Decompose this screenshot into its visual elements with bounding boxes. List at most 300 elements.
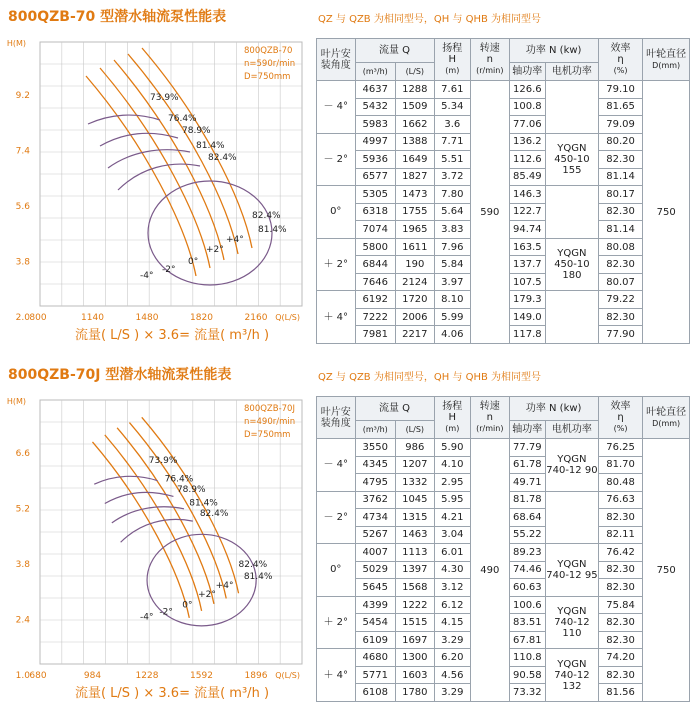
cell-text: 74.46 xyxy=(512,564,542,576)
cell-text: 4.15 xyxy=(441,617,464,629)
efficiency-cell xyxy=(598,614,643,632)
efficiency-cell xyxy=(598,631,643,649)
x-tick-label: 1592 xyxy=(190,671,213,681)
cell-text: 1697 xyxy=(402,634,428,646)
flow-m3h-cell xyxy=(355,509,396,527)
blade-angle-label: -2° xyxy=(159,607,173,618)
flow-m3h-cell xyxy=(355,221,396,239)
shaft-power-cell xyxy=(509,614,545,632)
cell-text: 82.11 xyxy=(606,529,635,541)
flow-ls-cell xyxy=(396,526,435,544)
cell-text: 80.07 xyxy=(606,276,635,288)
cell-text: 122.7 xyxy=(512,206,542,218)
cell-text: 6.12 xyxy=(441,599,464,611)
blade-angle-label: +4° xyxy=(226,235,244,245)
cell-text: 750 xyxy=(656,206,676,218)
efficiency-cell xyxy=(598,596,643,614)
flow-m3h-cell xyxy=(355,308,396,326)
efficiency-label: 76.4% xyxy=(164,474,194,485)
shaft-power-cell xyxy=(509,474,545,492)
cell-text: D(mm) xyxy=(652,60,681,70)
head-cell xyxy=(434,81,470,99)
cell-text: 77.79 xyxy=(512,441,542,453)
cell-text: 2006 xyxy=(402,311,428,323)
efficiency-cell xyxy=(598,491,643,509)
cell-text: 67.81 xyxy=(512,634,542,646)
header-head xyxy=(434,397,470,439)
cell-text: 2124 xyxy=(402,276,428,288)
cell-text: 3.04 xyxy=(441,529,464,541)
flow-ls-cell xyxy=(396,666,435,684)
cell-text: 1388 xyxy=(402,136,428,148)
blade-angle-cell xyxy=(317,649,356,702)
cell-text: 6318 xyxy=(362,206,388,218)
flow-ls-cell xyxy=(396,151,435,169)
impeller-cell xyxy=(643,81,690,344)
efficiency-label: 82.4% xyxy=(238,559,268,570)
cell-text: 1509 xyxy=(402,101,428,113)
flow-ls-cell xyxy=(396,509,435,527)
speed-cell xyxy=(471,439,510,702)
cell-text: 4637 xyxy=(362,83,388,95)
flow-m3h-cell xyxy=(355,561,396,579)
efficiency-cell xyxy=(598,256,643,274)
shaft-power-cell xyxy=(509,308,545,326)
cell-text: 7.96 xyxy=(441,241,464,253)
cell-text: 4.30 xyxy=(441,564,464,576)
cell-text: 750 xyxy=(656,564,676,576)
cell-text: 功率 N (kw) xyxy=(525,45,582,56)
cell-text: 转速 xyxy=(479,401,500,412)
efficiency-cell xyxy=(598,151,643,169)
cell-text: 76.63 xyxy=(606,494,635,506)
blade-angle-label: +2° xyxy=(198,589,216,600)
cell-text: 107.5 xyxy=(512,276,542,288)
head-cell xyxy=(434,439,470,457)
cell-text: 1720 xyxy=(402,294,428,306)
header-speed xyxy=(471,39,510,81)
cell-text: 5645 xyxy=(362,582,388,594)
blade-angle-label: -2° xyxy=(162,265,176,275)
shaft-power-cell xyxy=(509,238,545,256)
shaft-power-cell xyxy=(509,526,545,544)
flow-ls-cell xyxy=(396,439,435,457)
flow-m3h-cell xyxy=(355,291,396,309)
efficiency-label: 81.4% xyxy=(243,572,273,583)
header-flow xyxy=(355,39,434,63)
cell-text: 126.6 xyxy=(512,83,542,95)
cell-text: 82.30 xyxy=(606,311,635,323)
flow-ls-cell xyxy=(396,684,435,702)
head-cell xyxy=(434,273,470,291)
head-cell xyxy=(434,326,470,344)
y-tick-label: 6.6 xyxy=(15,449,30,459)
motor-power-cell xyxy=(546,491,599,544)
efficiency-label: 81.4% xyxy=(196,141,225,151)
cell-text: D(mm) xyxy=(652,418,681,428)
head-cell xyxy=(434,544,470,562)
header-shaft-power xyxy=(509,421,545,439)
cell-text: n xyxy=(486,412,493,423)
efficiency-cell xyxy=(598,509,643,527)
efficiency-cell xyxy=(598,439,643,457)
flow-ls-cell xyxy=(396,474,435,492)
cell-text: 100.6 xyxy=(512,599,542,611)
cell-text: 7222 xyxy=(362,311,388,323)
shaft-power-cell xyxy=(509,116,545,134)
flow-m3h-cell xyxy=(355,614,396,632)
shaft-power-cell xyxy=(509,81,545,99)
diameter-label: D=750mm xyxy=(244,430,291,440)
shaft-power-cell xyxy=(509,491,545,509)
cell-text: 电机功率 xyxy=(551,66,592,77)
efficiency-cell xyxy=(598,544,643,562)
x-tick-label: 2160 xyxy=(244,313,268,323)
cell-text: 流量 Q xyxy=(379,45,411,56)
cell-text: 6.01 xyxy=(441,546,464,558)
cell-text: 82.30 xyxy=(606,617,635,629)
head-cell xyxy=(434,631,470,649)
blade-angle-label: +2° xyxy=(206,245,224,255)
cell-text: 90.58 xyxy=(512,669,542,681)
efficiency-cell xyxy=(598,238,643,256)
head-cell xyxy=(434,614,470,632)
efficiency-cell xyxy=(598,649,643,667)
cell-text: 流量 Q xyxy=(379,403,411,414)
cell-text: ＋ 2° xyxy=(323,259,349,271)
flow-ls-cell xyxy=(396,168,435,186)
cell-text: 100.8 xyxy=(512,101,542,113)
cell-text: 5936 xyxy=(362,153,388,165)
cell-text: 1332 xyxy=(402,476,428,488)
cell-text: 75.84 xyxy=(606,599,635,611)
cell-text: 7981 xyxy=(362,329,388,341)
cell-text: 轴功率 xyxy=(512,66,543,77)
y-tick-label: 2.4 xyxy=(15,615,30,626)
flow-ls-cell xyxy=(396,614,435,632)
cell-text: YQGN 740-12 95 xyxy=(546,558,598,581)
y-tick-label: 3.8 xyxy=(15,560,30,570)
efficiency-label: 81.4% xyxy=(258,225,287,235)
shaft-power-cell xyxy=(509,544,545,562)
flow-m3h-cell xyxy=(355,491,396,509)
cell-text: 5305 xyxy=(362,188,388,200)
head-cell xyxy=(434,649,470,667)
flow-m3h-cell xyxy=(355,151,396,169)
efficiency-label: 82.4% xyxy=(252,211,281,221)
cell-text: YQGN 740-12 90 xyxy=(546,453,598,476)
motor-power-cell xyxy=(546,133,599,186)
cell-text: 1611 xyxy=(402,241,428,253)
motor-power-cell xyxy=(546,596,599,649)
shaft-power-cell xyxy=(509,273,545,291)
flow-m3h-cell xyxy=(355,186,396,204)
cell-text: 5267 xyxy=(362,529,388,541)
cell-text: 3.72 xyxy=(441,171,464,183)
head-cell xyxy=(434,666,470,684)
cell-text: ＋ 2° xyxy=(323,617,349,629)
diameter-label: D=750mm xyxy=(244,72,291,82)
flow-m3h-cell xyxy=(355,168,396,186)
flow-m3h-cell xyxy=(355,98,396,116)
cell-text: 80.17 xyxy=(606,188,635,200)
cell-text: 82.30 xyxy=(606,669,635,681)
cell-text: 3550 xyxy=(362,441,388,453)
flow-ls-cell xyxy=(396,631,435,649)
cell-text: 76.25 xyxy=(606,441,635,453)
blade-angle-label: -4° xyxy=(140,612,154,623)
cell-text: 4.10 xyxy=(441,459,464,471)
header-flow xyxy=(355,397,434,421)
flow-m3h-cell xyxy=(355,116,396,134)
y-tick-label: 5.2 xyxy=(15,504,30,515)
y-tick-label: 7.4 xyxy=(15,146,30,157)
shaft-power-cell xyxy=(509,649,545,667)
header-flow-m3h xyxy=(355,63,396,81)
cell-text: 5.51 xyxy=(441,153,464,165)
cell-text: 转速 xyxy=(479,43,500,54)
shaft-power-cell xyxy=(509,203,545,221)
cell-text: 1045 xyxy=(402,494,428,506)
cell-text: 4680 xyxy=(362,652,388,664)
cell-text: 1662 xyxy=(402,118,428,130)
header-angle xyxy=(317,397,356,439)
head-cell xyxy=(434,256,470,274)
cell-text: 163.5 xyxy=(512,241,542,253)
cell-text: － 4° xyxy=(323,101,349,113)
cell-text: 5.90 xyxy=(441,441,464,453)
cell-text: 137.7 xyxy=(512,259,542,271)
cell-text: 5.64 xyxy=(441,206,464,218)
cell-text: 4.06 xyxy=(441,329,464,341)
cell-text: 1207 xyxy=(402,459,428,471)
head-cell xyxy=(434,238,470,256)
cell-text: 61.78 xyxy=(512,459,542,471)
cell-text: 81.14 xyxy=(606,171,635,183)
y-axis-label: H(M) xyxy=(6,39,26,48)
shaft-power-cell xyxy=(509,579,545,597)
motor-power-cell xyxy=(546,238,599,291)
flow-ls-cell xyxy=(396,81,435,99)
flow-ls-cell xyxy=(396,256,435,274)
y-tick-label: 9.2 xyxy=(15,91,30,101)
cell-text: (L/S) xyxy=(405,67,425,76)
cell-text: 1113 xyxy=(402,546,428,558)
chart-svg xyxy=(0,28,314,354)
flow-m3h-cell xyxy=(355,273,396,291)
cell-text: 5983 xyxy=(362,118,388,130)
performance-table xyxy=(316,38,690,344)
table-row xyxy=(317,81,690,99)
head-cell xyxy=(434,474,470,492)
cell-text: 5029 xyxy=(362,564,388,576)
cell-text: 7.61 xyxy=(441,83,464,95)
blade-angle-cell xyxy=(317,544,356,597)
blade-angle-cell xyxy=(317,133,356,186)
model-note: QZ 与 QZB 为相同型号，QH 与 QHB 为相同型号 xyxy=(318,372,542,383)
cell-text: 81.70 xyxy=(606,459,635,471)
cell-text: 1965 xyxy=(402,224,428,236)
cell-text: 效率 xyxy=(610,401,631,412)
head-cell xyxy=(434,526,470,544)
flow-formula: 流量( L/S ) × 3.6= 流量( m³/h ) xyxy=(74,686,270,701)
cell-text: 81.78 xyxy=(512,494,542,506)
shaft-power-cell xyxy=(509,684,545,702)
cell-text: 49.71 xyxy=(512,476,542,488)
cell-text: 74.20 xyxy=(606,652,635,664)
cell-text: 叶片安装角度 xyxy=(320,406,351,429)
cell-text: 3.29 xyxy=(441,634,464,646)
header-speed xyxy=(471,397,510,439)
cell-text: 55.22 xyxy=(512,529,542,541)
flow-ls-cell xyxy=(396,98,435,116)
x-tick-label: 1820 xyxy=(190,313,213,323)
cell-text: － 2° xyxy=(323,511,349,523)
flow-m3h-cell xyxy=(355,526,396,544)
cell-text: 490 xyxy=(480,564,500,576)
head-cell xyxy=(434,308,470,326)
flow-m3h-cell xyxy=(355,596,396,614)
efficiency-cell xyxy=(598,203,643,221)
blade-angle-cell xyxy=(317,439,356,492)
flow-m3h-cell xyxy=(355,631,396,649)
cell-text: 112.6 xyxy=(512,153,542,165)
shaft-power-cell xyxy=(509,186,545,204)
cell-text: 4345 xyxy=(362,459,388,471)
efficiency-label: 78.9% xyxy=(182,126,211,136)
performance-table xyxy=(316,396,690,702)
header-efficiency xyxy=(598,39,643,81)
impeller-cell xyxy=(643,439,690,702)
cell-text: 3.83 xyxy=(441,224,464,236)
y-tick-label: 2.0 xyxy=(15,313,30,323)
x-tick-label: 680 xyxy=(29,671,47,681)
efficiency-cell xyxy=(598,168,643,186)
flow-m3h-cell xyxy=(355,326,396,344)
flow-ls-cell xyxy=(396,203,435,221)
cell-text: 7074 xyxy=(362,224,388,236)
cell-text: 7.80 xyxy=(441,188,464,200)
flow-m3h-cell xyxy=(355,439,396,457)
cell-text: 7646 xyxy=(362,276,388,288)
cell-text: 3.97 xyxy=(441,276,464,288)
cell-text: 2217 xyxy=(402,329,428,341)
cell-text: YQGN 740-12 110 xyxy=(554,606,590,640)
efficiency-cell xyxy=(598,666,643,684)
cell-text: 4734 xyxy=(362,511,388,523)
header-head xyxy=(434,39,470,81)
efficiency-label: 73.9% xyxy=(148,456,178,467)
table-row xyxy=(317,439,690,457)
cell-text: YQGN 740-12 132 xyxy=(554,658,590,692)
head-cell xyxy=(434,561,470,579)
cell-text: 效率 xyxy=(610,43,631,54)
cell-text: 2.95 xyxy=(441,476,464,488)
efficiency-cell xyxy=(598,133,643,151)
cell-text: ＋ 4° xyxy=(323,311,349,323)
cell-text: 叶轮直径 xyxy=(646,406,687,418)
cell-text: H xyxy=(448,54,457,65)
head-cell xyxy=(434,291,470,309)
cell-text: 4399 xyxy=(362,599,388,611)
cell-text: 轴功率 xyxy=(512,424,543,435)
cell-text: 3762 xyxy=(362,494,388,506)
cell-text: － 2° xyxy=(323,153,349,165)
flow-m3h-cell xyxy=(355,684,396,702)
flow-m3h-cell xyxy=(355,133,396,151)
cell-text: 79.09 xyxy=(606,118,635,130)
flow-ls-cell xyxy=(396,596,435,614)
cell-text: 82.30 xyxy=(606,564,635,576)
flow-ls-cell xyxy=(396,561,435,579)
section-800qzb-70j xyxy=(0,358,690,712)
cell-text: 82.30 xyxy=(606,634,635,646)
cell-text: 81.56 xyxy=(606,687,635,699)
flow-ls-cell xyxy=(396,326,435,344)
cell-text: (m) xyxy=(445,424,460,433)
flow-ls-cell xyxy=(396,579,435,597)
y-tick-label: 3.8 xyxy=(15,257,30,268)
motor-power-cell xyxy=(546,649,599,702)
cell-text: 190 xyxy=(405,259,425,271)
cell-text: 1603 xyxy=(402,669,428,681)
flow-m3h-cell xyxy=(355,81,396,99)
cell-text: 5.99 xyxy=(441,311,464,323)
header-flow-m3h xyxy=(355,421,396,439)
cell-text: 1397 xyxy=(402,564,428,576)
efficiency-cell xyxy=(598,291,643,309)
cell-text: 4007 xyxy=(362,546,388,558)
efficiency-cell xyxy=(598,526,643,544)
blade-angle-cell xyxy=(317,186,356,239)
flow-m3h-cell xyxy=(355,474,396,492)
flow-ls-cell xyxy=(396,491,435,509)
cell-text: 590 xyxy=(480,206,500,218)
shaft-power-cell xyxy=(509,98,545,116)
shaft-power-cell xyxy=(509,168,545,186)
cell-text: 6.20 xyxy=(441,652,464,664)
cell-text: 179.3 xyxy=(512,294,542,306)
cell-text: 82.30 xyxy=(606,259,635,271)
speed-cell xyxy=(471,81,510,344)
shaft-power-cell xyxy=(509,326,545,344)
efficiency-cell xyxy=(598,561,643,579)
efficiency-label: 82.4% xyxy=(208,153,237,163)
shaft-power-cell xyxy=(509,509,545,527)
cell-text: 5.34 xyxy=(441,101,464,113)
efficiency-cell xyxy=(598,273,643,291)
cell-text: 136.2 xyxy=(512,136,542,148)
flow-m3h-cell xyxy=(355,456,396,474)
cell-text: 3.12 xyxy=(441,582,464,594)
cell-text: 85.49 xyxy=(512,171,542,183)
cell-text: 1755 xyxy=(402,206,428,218)
head-cell xyxy=(434,186,470,204)
blade-angle-label: +4° xyxy=(215,581,234,591)
cell-text: (%) xyxy=(613,424,628,433)
cell-text: 1827 xyxy=(402,171,428,183)
cell-text: 8.10 xyxy=(441,294,464,306)
cell-text: 83.51 xyxy=(512,617,542,629)
model-label: 800QZB-70J xyxy=(244,404,295,414)
cell-text: 5.95 xyxy=(441,494,464,506)
cell-text: 5432 xyxy=(362,101,388,113)
flow-ls-cell xyxy=(396,221,435,239)
cell-text: 叶片安装角度 xyxy=(320,48,351,71)
header-flow-ls xyxy=(396,421,435,439)
head-cell xyxy=(434,98,470,116)
cell-text: 1463 xyxy=(402,529,428,541)
